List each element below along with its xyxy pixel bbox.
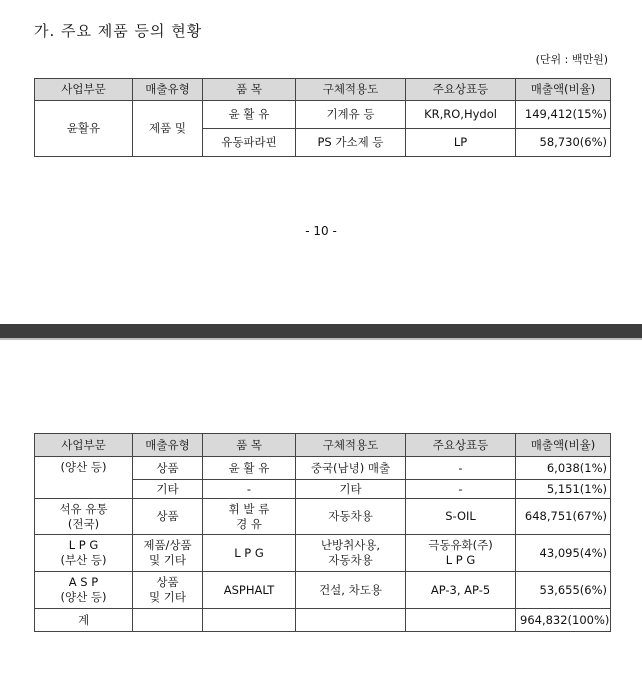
sales-cell: 5,151(1%) <box>516 480 611 499</box>
brand-cell: - <box>406 480 516 499</box>
header-segment: 사업부문 <box>35 434 133 457</box>
brand-cell: S-OIL <box>406 499 516 535</box>
use-cell: 난방취사용, 자동차용 <box>296 535 406 572</box>
empty-cell <box>296 609 406 632</box>
sales-type-cell: 상품 <box>133 457 203 480</box>
table-row <box>35 499 611 535</box>
brand-cell: AP-3, AP-5 <box>406 572 516 609</box>
header-segment: 사업부문 <box>35 79 133 101</box>
use-cell: 중국(남녕) 매출 <box>296 457 406 480</box>
table-row <box>35 101 611 129</box>
segment-cell: L P G (부산 등) <box>35 535 133 572</box>
use-cell: 기계유 등 <box>296 101 406 129</box>
header-sales-type: 매출유형 <box>133 79 203 101</box>
sales-cell: 58,730(6%) <box>516 129 611 157</box>
item-cell: - <box>203 480 296 499</box>
header-sales: 매출액(비율) <box>516 434 611 457</box>
item-cell: 유동파라핀 <box>203 129 296 157</box>
segment-cell: A S P (양산 등) <box>35 572 133 609</box>
table-row <box>35 457 611 480</box>
products-table-bottom <box>34 433 611 632</box>
header-use: 구체적용도 <box>296 434 406 457</box>
table-row <box>35 535 611 572</box>
brand-cell: - <box>406 457 516 480</box>
use-cell: PS 가소제 등 <box>296 129 406 157</box>
item-cell: 휘 발 류 경 유 <box>203 499 296 535</box>
header-brand: 주요상표등 <box>406 79 516 101</box>
header-brand: 주요상표등 <box>406 434 516 457</box>
header-sales-type: 매출유형 <box>133 434 203 457</box>
use-cell: 자동차용 <box>296 499 406 535</box>
item-cell: 윤 활 유 <box>203 457 296 480</box>
item-cell: ASPHALT <box>203 572 296 609</box>
total-label-cell: 계 <box>35 609 133 632</box>
sales-cell: 43,095(4%) <box>516 535 611 572</box>
sales-type-cell: 제품 및 <box>133 101 203 157</box>
header-item: 품 목 <box>203 434 296 457</box>
sales-cell: 53,655(6%) <box>516 572 611 609</box>
table-row <box>35 572 611 609</box>
brand-cell: LP <box>406 129 516 157</box>
empty-cell <box>203 609 296 632</box>
brand-cell: KR,RO,Hydol <box>406 101 516 129</box>
unit-note: (단위 : 백만원) <box>535 53 608 66</box>
sales-cell: 648,751(67%) <box>516 499 611 535</box>
sales-type-cell: 상품 <box>133 499 203 535</box>
use-cell: 기타 <box>296 480 406 499</box>
empty-cell <box>406 609 516 632</box>
header-item: 품 목 <box>203 79 296 101</box>
use-cell: 건설, 차도용 <box>296 572 406 609</box>
sales-type-cell: 기타 <box>133 480 203 499</box>
header-sales: 매출액(비율) <box>516 79 611 101</box>
sales-cell: 149,412(15%) <box>516 101 611 129</box>
total-sales-cell: 964,832(100%) <box>516 609 611 632</box>
page-break-divider <box>0 324 642 338</box>
table-header-row <box>35 434 611 457</box>
sales-type-cell: 제품/상품 및 기타 <box>133 535 203 572</box>
header-use: 구체적용도 <box>296 79 406 101</box>
total-row <box>35 609 611 632</box>
empty-cell <box>133 609 203 632</box>
section-title: 가. 주요 제품 등의 현황 <box>34 22 203 40</box>
item-cell: 윤 활 유 <box>203 101 296 129</box>
sales-type-cell: 상품 및 기타 <box>133 572 203 609</box>
segment-cell: 윤활유 <box>35 101 133 157</box>
segment-cell: (양산 등) <box>35 457 133 499</box>
table-header-row <box>35 79 611 101</box>
segment-cell: 석유 유통 (전국) <box>35 499 133 535</box>
sales-cell: 6,038(1%) <box>516 457 611 480</box>
item-cell: L P G <box>203 535 296 572</box>
brand-cell: 극동유화(주) L P G <box>406 535 516 572</box>
products-table-top <box>34 78 611 157</box>
page-number: - 10 - <box>305 224 337 238</box>
